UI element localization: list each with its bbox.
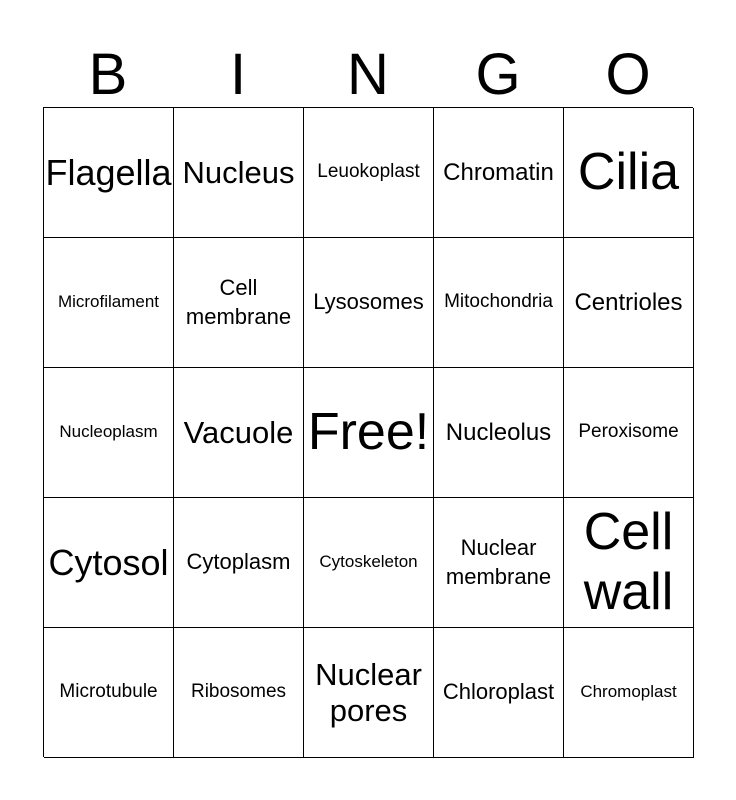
- bingo-cell[interactable]: Nucleus: [174, 108, 304, 238]
- bingo-cell[interactable]: Centrioles: [564, 238, 694, 368]
- header-letter-b: B: [88, 42, 128, 107]
- bingo-cell[interactable]: Cilia: [564, 108, 694, 238]
- bingo-cell[interactable]: Lysosomes: [304, 238, 434, 368]
- bingo-cell[interactable]: Nuclear pores: [304, 628, 434, 758]
- bingo-cell[interactable]: Vacuole: [174, 368, 304, 498]
- bingo-cell[interactable]: Chromatin: [434, 108, 564, 238]
- header-letter-n: N: [347, 42, 389, 107]
- bingo-cell[interactable]: Nuclear membrane: [434, 498, 564, 628]
- bingo-cell[interactable]: Flagella: [44, 108, 174, 238]
- bingo-cell[interactable]: Cytoskeleton: [304, 498, 434, 628]
- free-space-cell[interactable]: Free!: [304, 368, 434, 498]
- bingo-cell[interactable]: Peroxisome: [564, 368, 694, 498]
- bingo-cell[interactable]: Mitochondria: [434, 238, 564, 368]
- bingo-cell[interactable]: Cell membrane: [174, 238, 304, 368]
- bingo-cell[interactable]: Cell wall: [564, 498, 694, 628]
- bingo-cell[interactable]: Cytoplasm: [174, 498, 304, 628]
- bingo-cell[interactable]: Chloroplast: [434, 628, 564, 758]
- bingo-header: [43, 42, 693, 108]
- header-letter-i: I: [229, 42, 247, 107]
- bingo-cell[interactable]: Ribosomes: [174, 628, 304, 758]
- bingo-card-grid: [43, 107, 693, 757]
- bingo-cell[interactable]: Nucleoplasm: [44, 368, 174, 498]
- bingo-cell[interactable]: Microtubule: [44, 628, 174, 758]
- bingo-cell[interactable]: Microfilament: [44, 238, 174, 368]
- bingo-cell[interactable]: Cytosol: [44, 498, 174, 628]
- bingo-cell[interactable]: Leuokoplast: [304, 108, 434, 238]
- header-letter-g: G: [475, 42, 521, 107]
- bingo-cell[interactable]: Chromoplast: [564, 628, 694, 758]
- header-letter-o: O: [605, 42, 651, 107]
- bingo-cell[interactable]: Nucleolus: [434, 368, 564, 498]
